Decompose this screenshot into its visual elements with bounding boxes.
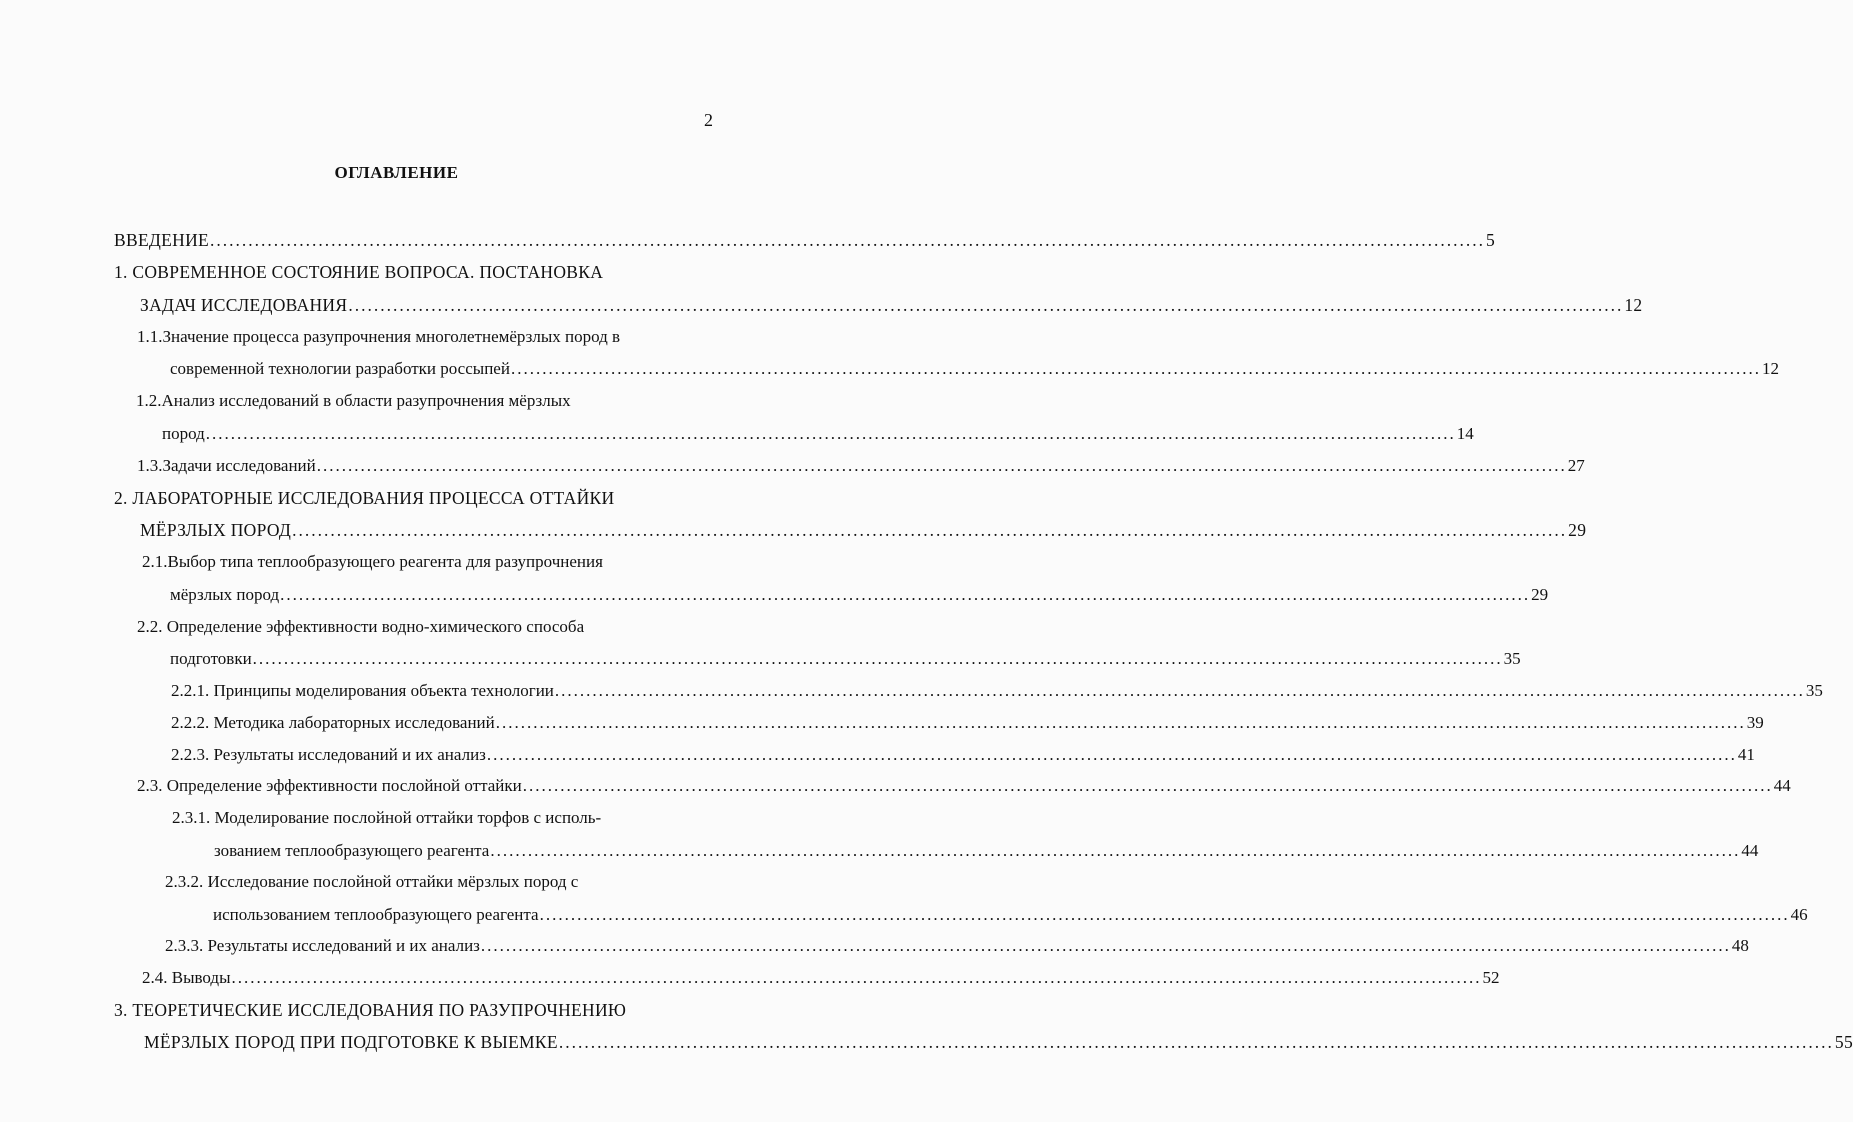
toc-leader-dots: ........................................................................................................................................................................................................ <box>292 520 1568 540</box>
toc-entry-text: 2.4. Выводы <box>142 968 231 987</box>
toc-entry-2-3-1-cont[interactable] <box>214 840 1759 862</box>
toc-leader-dots: ........................................................................................................................................................................................................ <box>205 424 1456 443</box>
toc-entry-1-2-cont[interactable] <box>162 423 1474 445</box>
toc-leader-dots: ........................................................................................................................................................................................................ <box>486 745 1737 764</box>
toc-entry-text: 2.2.2. Методика лабораторных исследований <box>171 713 495 732</box>
toc-entry-2-2-1[interactable] <box>171 680 1823 702</box>
toc-entry-text: подготовки <box>170 649 252 668</box>
toc-entry-2-2-cont[interactable] <box>170 648 1521 670</box>
toc-entry-1-1-cont[interactable] <box>170 358 1779 380</box>
toc-leader-dots: ........................................................................................................................................................................................................ <box>510 359 1761 378</box>
toc-entry-chapter-2-cont[interactable] <box>140 519 1587 541</box>
toc-entry-page: 27 <box>1567 456 1585 475</box>
toc-entry-2-3[interactable] <box>137 775 1791 797</box>
toc-entry-text: 1.2.Анализ исследований в области разупрочнения мёрзлых <box>136 391 571 410</box>
toc-leader-dots: ........................................................................................................................................................................................................ <box>522 776 1773 795</box>
toc-entry-chapter-3-cont[interactable] <box>144 1031 1853 1053</box>
toc-entry-2-3-2[interactable] <box>165 871 712 893</box>
toc-leader-dots: ........................................................................................................................................................................................................ <box>558 1032 1834 1052</box>
toc-entry-chapter-1-cont[interactable] <box>140 294 1643 316</box>
toc-entry-text: мёрзлых пород <box>170 585 280 604</box>
toc-entry-page: 12 <box>1761 359 1779 378</box>
toc-entry-text: 2. ЛАБОРАТОРНЫЕ ИССЛЕДОВАНИЯ ПРОЦЕССА ОТТАЙКИ <box>114 488 615 508</box>
toc-leader-dots: ........................................................................................................................................................................................................ <box>252 649 1503 668</box>
toc-entry-text: 1.1.Значение процесса разупрочнения многолетнемёрзлых пород в <box>137 327 621 346</box>
toc-entry-text: МЁРЗЛЫХ ПОРОД ПРИ ПОДГОТОВКЕ К ВЫЕМКЕ <box>144 1032 558 1052</box>
toc-entry-1-2[interactable] <box>136 390 714 412</box>
toc-entry-2-3-3[interactable] <box>165 935 1749 957</box>
page-number: 2 <box>704 110 713 130</box>
toc-leader-dots: ........................................................................................................................................................................................................ <box>210 230 1486 250</box>
toc-leader-dots: ........................................................................................................................................................................................................ <box>348 295 1624 315</box>
toc-entry-page: 41 <box>1737 745 1755 764</box>
toc-entry-text: 2.3. Определение эффективности послойной оттайки <box>137 776 522 795</box>
toc-entry-text: МЁРЗЛЫХ ПОРОД <box>140 520 292 540</box>
toc-entry-page: 48 <box>1731 936 1749 955</box>
toc-entry-2-2-3[interactable] <box>171 744 1755 766</box>
toc-entry-text: 1.3.Задачи исследований <box>137 456 316 475</box>
toc-entry-text: 2.1.Выбор типа теплообразующего реагента для разупрочнения <box>142 552 603 571</box>
toc-entry-text: зованием теплообразующего реагента <box>214 841 490 860</box>
toc-entry-text: 2.2.1. Принципы моделирования объекта технологии <box>171 681 554 700</box>
toc-leader-dots: ........................................................................................................................................................................................................ <box>495 713 1746 732</box>
toc-entry-2-2[interactable] <box>137 616 714 638</box>
toc-leader-dots: ........................................................................................................................................................................................................ <box>480 936 1731 955</box>
toc-entry-page: 44 <box>1741 841 1759 860</box>
toc-entry-chapter-2[interactable] <box>114 487 714 509</box>
toc-leader-dots: ........................................................................................................................................................................................................ <box>490 841 1741 860</box>
toc-entry-2-1[interactable] <box>142 551 714 573</box>
toc-entry-page: 44 <box>1773 776 1791 795</box>
toc-entry-page: 5 <box>1486 230 1496 250</box>
page-title: ОГЛАВЛЕНИЕ <box>334 163 459 182</box>
toc-entry-1-1[interactable] <box>137 326 714 348</box>
toc-entry-2-4[interactable] <box>142 967 1500 989</box>
toc-entry-text: 3. ТЕОРЕТИЧЕСКИЕ ИССЛЕДОВАНИЯ ПО РАЗУПРОЧНЕНИЮ <box>114 1000 627 1020</box>
toc-entry-text: 1. СОВРЕМЕННОЕ СОСТОЯНИЕ ВОПРОСА. ПОСТАНОВКА <box>114 262 604 282</box>
toc-entry-2-3-2-cont[interactable] <box>213 904 1808 926</box>
toc-entry-2-3-1[interactable] <box>172 807 712 829</box>
toc-leader-dots: ........................................................................................................................................................................................................ <box>231 968 1482 987</box>
toc-entry-page: 39 <box>1746 713 1764 732</box>
toc-entry-text: ВВЕДЕНИЕ <box>114 230 210 250</box>
toc-entry-text: современной технологии разработки россыпей <box>170 359 510 378</box>
toc-entry-text: пород <box>162 424 205 443</box>
toc-entry-2-2-2[interactable] <box>171 712 1764 734</box>
toc-entry-text: 2.3.2. Исследование послойной оттайки мёрзлых пород с <box>165 872 579 891</box>
toc-entry-text: 2.3.1. Моделирование послойной оттайки торфов с исполь- <box>172 808 602 827</box>
toc-leader-dots: ........................................................................................................................................................................................................ <box>280 585 1531 604</box>
toc-leader-dots: ........................................................................................................................................................................................................ <box>539 905 1790 924</box>
toc-entry-text: 2.2. Определение эффективности водно-химического способа <box>137 617 585 636</box>
toc-entry-chapter-3[interactable] <box>114 999 714 1021</box>
toc-entry-chapter-1[interactable] <box>114 261 714 283</box>
toc-entry-page: 12 <box>1624 295 1643 315</box>
toc-entry-introduction[interactable] <box>114 229 1496 251</box>
toc-leader-dots: ........................................................................................................................................................................................................ <box>316 456 1567 475</box>
toc-entry-page: 46 <box>1790 905 1808 924</box>
toc-entry-1-3[interactable] <box>137 455 1585 477</box>
toc-entry-text: ЗАДАЧ ИССЛЕДОВАНИЯ <box>140 295 348 315</box>
toc-entry-text: использованием теплообразующего реагента <box>213 905 539 924</box>
toc-entry-page: 29 <box>1568 520 1587 540</box>
toc-entry-page: 29 <box>1531 585 1549 604</box>
toc-entry-text: 2.3.3. Результаты исследований и их анализ <box>165 936 480 955</box>
toc-entry-page: 55 <box>1834 1032 1853 1052</box>
toc-entry-page: 14 <box>1456 424 1474 443</box>
toc-entry-page: 35 <box>1805 681 1823 700</box>
toc-entry-page: 35 <box>1503 649 1521 668</box>
toc-entry-2-1-cont[interactable] <box>170 584 1549 606</box>
toc-leader-dots: ........................................................................................................................................................................................................ <box>554 681 1805 700</box>
toc-entry-text: 2.2.3. Результаты исследований и их анализ <box>171 745 486 764</box>
toc-entry-page: 52 <box>1482 968 1500 987</box>
